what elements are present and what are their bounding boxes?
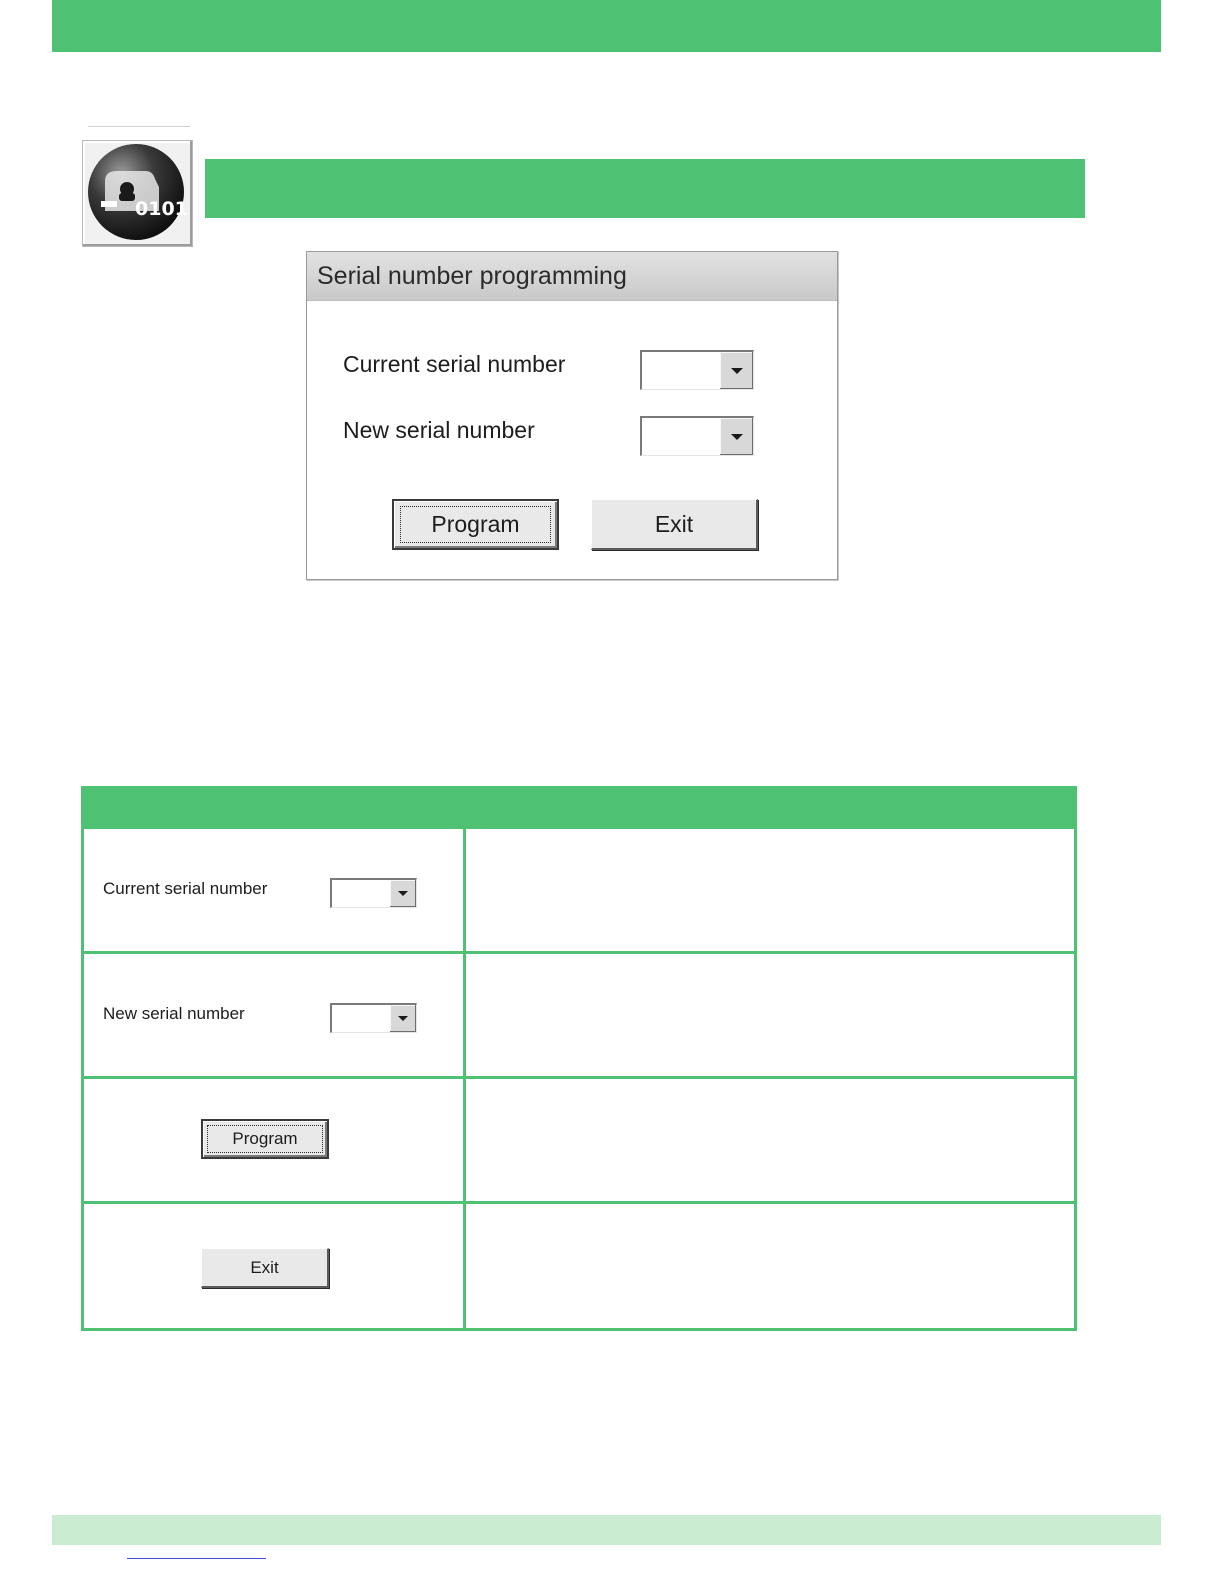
table-cell-description [466,954,1074,1076]
current-serial-dropdown[interactable] [640,350,754,390]
table-cell-control [84,829,463,951]
current-serial-dropdown-chevron-icon[interactable] [719,352,753,389]
new-serial-dropdown[interactable] [330,1003,417,1033]
table-cell-control [84,1079,463,1201]
current-serial-label: Current serial number [343,351,566,377]
section-title-band [205,159,1085,218]
exit-button-label: Exit [250,1257,279,1277]
current-serial-dropdown[interactable] [330,878,417,908]
program-button[interactable] [201,1119,329,1159]
program-button-label: Program [431,511,520,537]
new-serial-label: New serial number [343,417,535,443]
serial-programming-icon [82,140,193,247]
table-header [84,789,1074,826]
exit-button[interactable] [201,1248,329,1288]
table-cell-description [466,1204,1074,1328]
dialog-titlebar[interactable] [307,252,837,301]
icon-divider [88,126,190,127]
table-row [84,826,1074,951]
footer-band [52,1515,1161,1545]
icon-binary-text: 0101 [135,198,188,220]
table-row [84,1201,1074,1328]
serial-programming-dialog [306,251,838,580]
footer-link[interactable] [127,1558,266,1559]
table-cell-description [466,1079,1074,1201]
table-cell-control [84,1204,463,1328]
table-cell-description [466,829,1074,951]
new-serial-label: New serial number [103,1004,245,1023]
table-row [84,951,1074,1076]
exit-button-label: Exit [654,510,694,537]
table-cell-control [84,954,463,1076]
new-serial-dropdown-chevron-icon[interactable] [719,418,753,455]
table-row [84,1076,1074,1201]
chevron-down-icon[interactable] [389,880,416,907]
program-button-label: Program [232,1129,298,1148]
program-button[interactable] [392,499,559,550]
dialog-title: Serial number programming [317,262,627,290]
exit-button[interactable] [591,499,758,550]
controls-reference-table [81,786,1077,1331]
new-serial-dropdown[interactable] [640,416,754,456]
chevron-down-icon[interactable] [389,1005,416,1032]
header-band [52,0,1161,52]
current-serial-label: Current serial number [103,879,268,898]
